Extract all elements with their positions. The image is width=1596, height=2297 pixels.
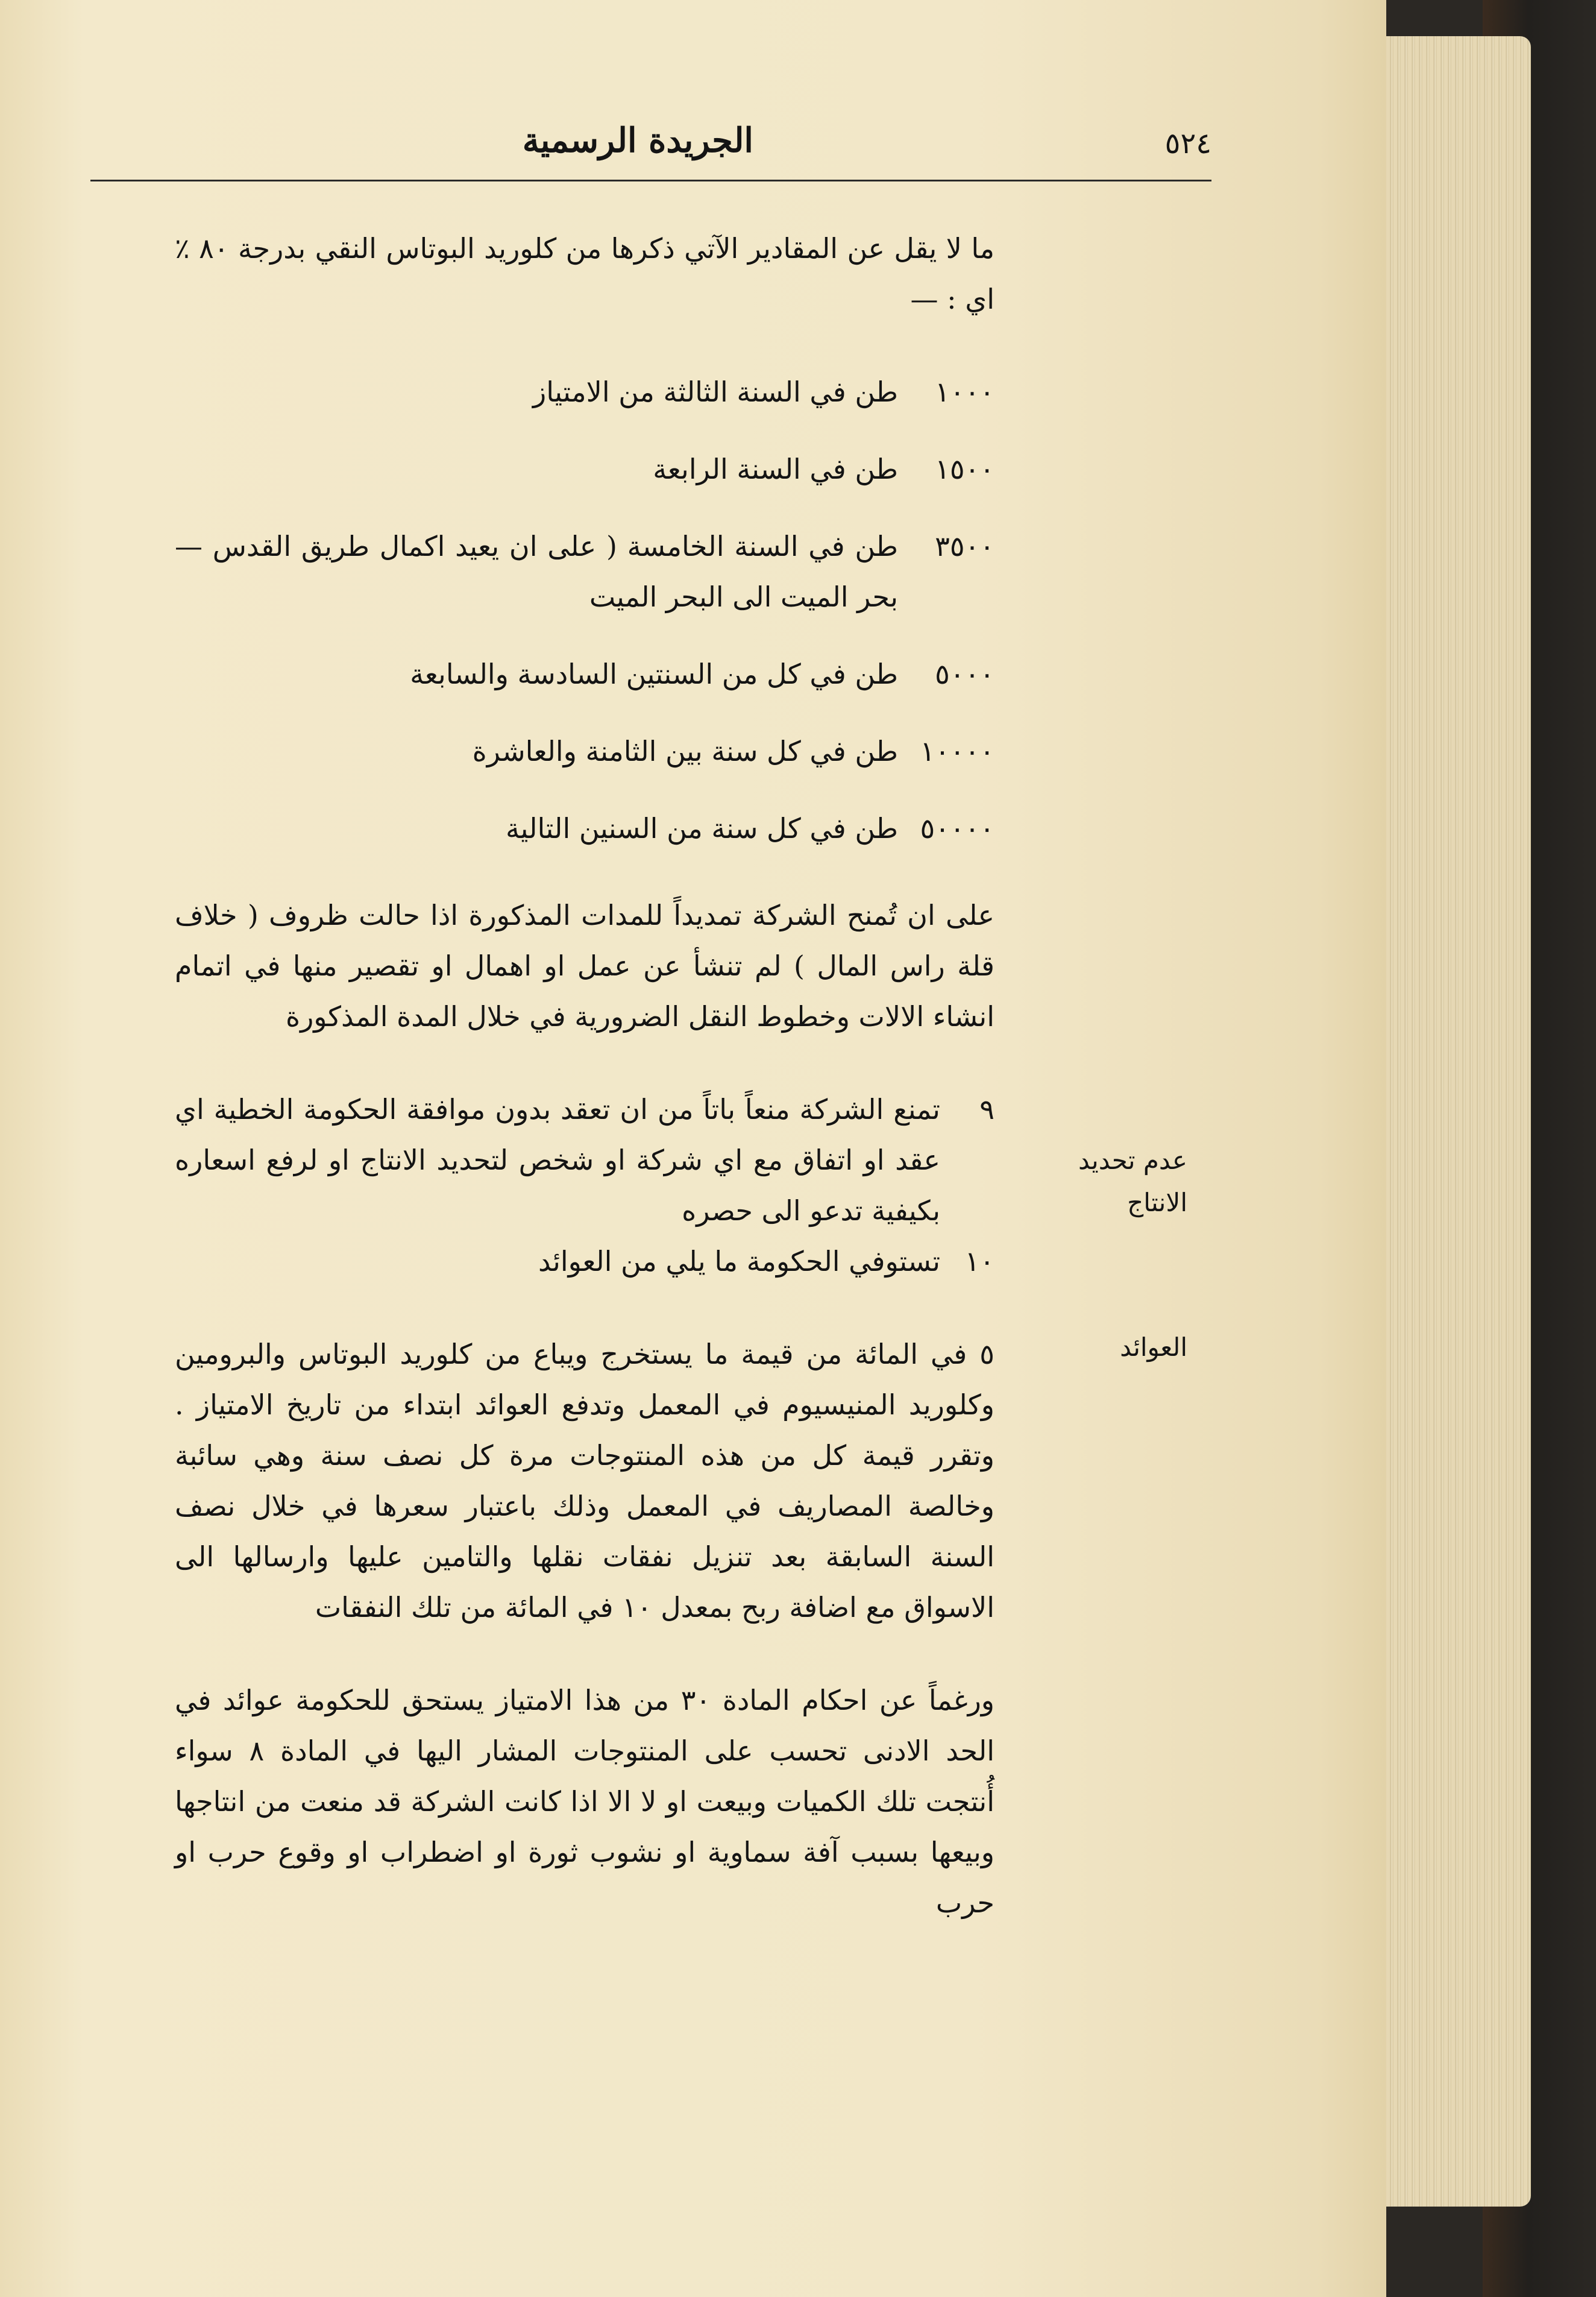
article-10 xyxy=(175,1236,994,1287)
extension-clause: على ان تُمنح الشركة تمديداً للمدات المذكورة اذا حالت ظروف ( خلاف قلة راس المال ) لم تنشأ عن عمل او اهمال او تقصير منها في اتمام انشاء الالات وخطوط النقل الضرورية في خلال المدة المذكورة xyxy=(175,899,994,1033)
spacer xyxy=(175,1633,994,1675)
article-text: تمنع الشركة منعاً باتاً من ان تعقد بدون موافقة الحكومة الخطية اي عقد او اتفاق مع اي شركة او شخص لتحديد الانتاج او لرفع اسعاره بكيفية تدعو الى حصره xyxy=(175,1093,940,1227)
quota-amount: ٥٠٠٠٠ xyxy=(920,812,994,845)
margin-note-royalties: العوائد xyxy=(1120,1332,1187,1362)
page-body xyxy=(175,223,994,1928)
quota-amount: ١٠٠٠٠ xyxy=(920,735,994,767)
list-item xyxy=(175,521,994,622)
list-item xyxy=(175,726,994,777)
page-header xyxy=(90,121,1211,175)
margin-note-production: عدم تحديد الانتاج xyxy=(1078,1145,1187,1217)
quota-amount: ٣٥٠٠ xyxy=(935,530,994,562)
quota-text: طن في كل سنة بين الثامنة والعاشرة xyxy=(472,735,898,767)
quota-text: طن في كل من السنتين السادسة والسابعة xyxy=(410,658,898,690)
quota-text: طن في السنة الثالثة من الامتياز xyxy=(533,376,898,408)
minimum-royalty-paragraph: ورغماً عن احكام المادة ٣٠ من هذا الامتياز يستحق للحكومة عوائد في الحد الادنى تحسب على المنتوجات المشار اليها في المادة ٨ سواء أُنتجت تلك الكميات وبيعت او لا الا اذا كانت الشركة قد منعت من انتاجها وبيعها بسبب آفة سماوية او نشوب ثورة او اضطراب او وقوع حرب او حرب xyxy=(175,1684,995,1919)
list-item xyxy=(175,803,994,854)
quota-amount: ١٥٠٠ xyxy=(935,453,994,485)
running-title: الجريدة الرسمية xyxy=(522,121,753,160)
article-number: ١٠ xyxy=(964,1245,994,1278)
quota-amount: ١٠٠٠ xyxy=(935,376,994,408)
article-9 xyxy=(175,1084,994,1236)
list-item xyxy=(175,649,994,699)
intro-paragraph: ما لا يقل عن المقادير الآتي ذكرها من كلوريد البوتاس النقي بدرجة ٨٠ ٪ اي : — xyxy=(175,232,994,315)
spacer xyxy=(175,1042,994,1084)
article-text: تستوفي الحكومة ما يلي من العوائد xyxy=(538,1245,940,1278)
page-number: ٥٢٤ xyxy=(1164,127,1211,160)
header-rule xyxy=(90,180,1211,181)
quota-text: طن في كل سنة من السنين التالية xyxy=(505,812,898,845)
list-item xyxy=(175,367,994,417)
quota-text: طن في السنة الرابعة xyxy=(653,453,898,485)
royalty-paragraph: ٥ في المائة من قيمة ما يستخرج ويباع من كلوريد البوتاس والبرومين وكلوريد المنيسيوم في المعمل وتدفع العوائد ابتداء من تاريخ الامتياز . وتقرر قيمة كل من هذه المنتوجات مرة كل نصف سنة وهي سائبة وخالصة المصاريف في المعمل وذلك باعتبار سعرها في خلال نصف السنة السابقة بعد تنزيل نفقات نقلها والتامين عليها وارسالها الى الاسواق مع اضافة ربح بمعدل ١٠ في المائة من تلك النفقات xyxy=(175,1338,994,1624)
quota-text: طن في السنة الخامسة ( على ان يعيد اكمال طريق القدس — بحر الميت الى البحر الميت xyxy=(175,530,898,613)
list-item xyxy=(175,444,994,494)
article-number: ٩ xyxy=(979,1093,994,1126)
quota-amount: ٥٠٠٠ xyxy=(935,658,994,690)
spacer xyxy=(175,1287,994,1329)
quota-list xyxy=(175,367,994,854)
